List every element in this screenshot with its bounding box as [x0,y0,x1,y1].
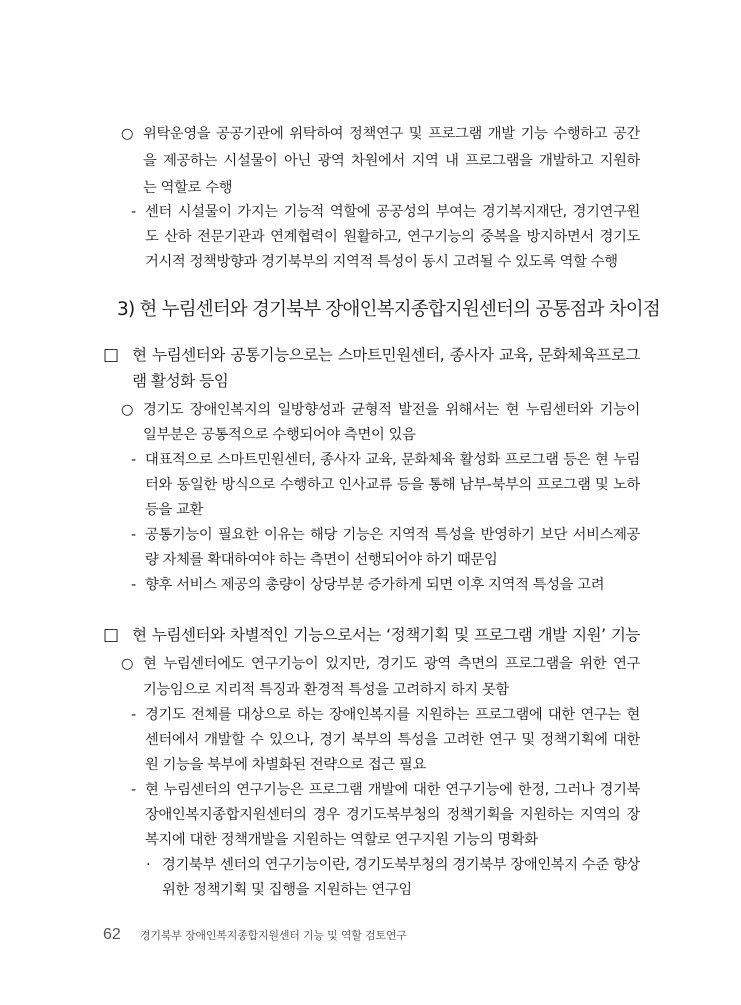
paragraph-line: 일부분은 공통적으로 수행되어야 측면이 있음 [143,427,416,443]
paragraph-line: 위한 정책기획 및 집행을 지원하는 연구임 [162,882,412,898]
square-bullet: □ [103,345,120,365]
paragraph-line: 경기북부 센터의 연구기능이란, 경기도북부청의 경기북부 장애인복지 수준 향상 [162,857,640,873]
paragraph-line: 현 누림센터의 연구기능은 프로그램 개발에 대한 연구기능에 한정, 그러나 경기북 [145,782,640,798]
paragraph-line: 현 누림센터에도 연구기능이 있지만, 경기도 광역 측면의 프로그램을 위한 연구 [143,656,640,672]
paragraph-line: 향후 서비스 제공의 총량이 상당부분 증가하게 되면 이후 지역적 특성을 고려 [145,577,605,593]
paragraph-line: 을 제공하는 시설물이 아닌 광역 차원에서 지역 내 프로그램을 개발하고 지원하 [143,153,640,169]
paragraph-line: 기능임으로 지리적 특징과 환경적 특성을 고려하지 하지 못함 [143,682,509,698]
circle-bullet: ○ [121,402,134,418]
square-bullet: □ [103,625,120,645]
dash-bullet: - [131,707,137,723]
topic-line: 현 누림센터와 공통기능으로는 스마트민원센터, 종사자 교육, 문화체육프로그 [132,346,640,364]
paragraph-line: 대표적으로 스마트민원센터, 종사자 교육, 문화체육 활성화 프로그램 등은 현 누림 [145,452,640,468]
paragraph-line: 터와 동일한 방식으로 수행하고 인사교류 등을 통해 남부-북부의 프로그램 및 노하 [145,477,640,493]
paragraph-line: 센터에서 개발할 수 있으나, 경기 북부의 특성을 고려한 연구 및 정책기획에 대한 [145,732,640,748]
paragraph-line: 량 자체를 확대하여야 하는 측면이 선행되어야 하기 때문임 [145,552,498,568]
dash-bullet: - [131,452,137,468]
paragraph-line: 장애인복지종합지원센터의 경우 경기도북부청의 정책기획을 지원하는 지역의 장 [145,807,640,823]
page-number: 62 [103,926,121,943]
paragraph-line: 는 역할로 수행 [143,180,233,196]
dash-bullet: - [131,577,137,593]
paragraph-line: 등을 교환 [145,502,204,518]
topic-line: 램 활성화 등임 [132,372,229,390]
paragraph-line: 도 산하 전문기관과 연계협력이 원활하고, 연구기능의 중복을 방지하면서 경기도 [145,229,640,245]
dot-bullet: · [146,857,151,873]
circle-bullet: ○ [121,126,134,142]
paragraph-line: 경기도 장애인복지의 일방향성과 균형적 발전을 위해서는 현 누림센터와 기능이 [143,402,640,418]
dash-bullet: - [131,782,137,798]
paragraph-line: 공통기능이 필요한 이유는 해당 기능은 지역적 특성을 반영하기 보단 서비스제공 [145,527,640,543]
running-footer-title: 경기북부 장애인복지종합지원센터 기능 및 역할 검토연구 [140,929,407,942]
circle-bullet: ○ [121,656,134,672]
section-heading: 3) 현 누림센터와 경기북부 장애인복지종합지원센터의 공통점과 차이점 [117,299,660,320]
dash-bullet: - [131,527,137,543]
paragraph-line: 거시적 정책방향과 경기북부의 지역적 특성이 동시 고려될 수 있도록 역할 수행 [145,254,618,270]
dash-bullet: - [131,204,137,220]
paragraph-line: 복지에 대한 정책개발을 지원하는 역할로 연구지원 기능의 명확화 [145,832,538,848]
paragraph-line: 원 기능을 북부에 차별화된 전략으로 접근 필요 [145,757,426,773]
topic-line: 현 누림센터와 차별적인 기능으로서는 ‘정책기획 및 프로그램 개발 지원’ 기능 [132,626,640,644]
paragraph-line: 경기도 전체를 대상으로 하는 장애인복지를 지원하는 프로그램에 대한 연구는 현 [145,707,640,723]
paragraph-line: 위탁운영을 공공기관에 위탁하여 정책연구 및 프로그램 개발 기능 수행하고 공간 [143,126,640,142]
paragraph-line: 센터 시설물이 가지는 기능적 역할에 공공성의 부여는 경기복지재단, 경기연구원 [145,204,640,220]
